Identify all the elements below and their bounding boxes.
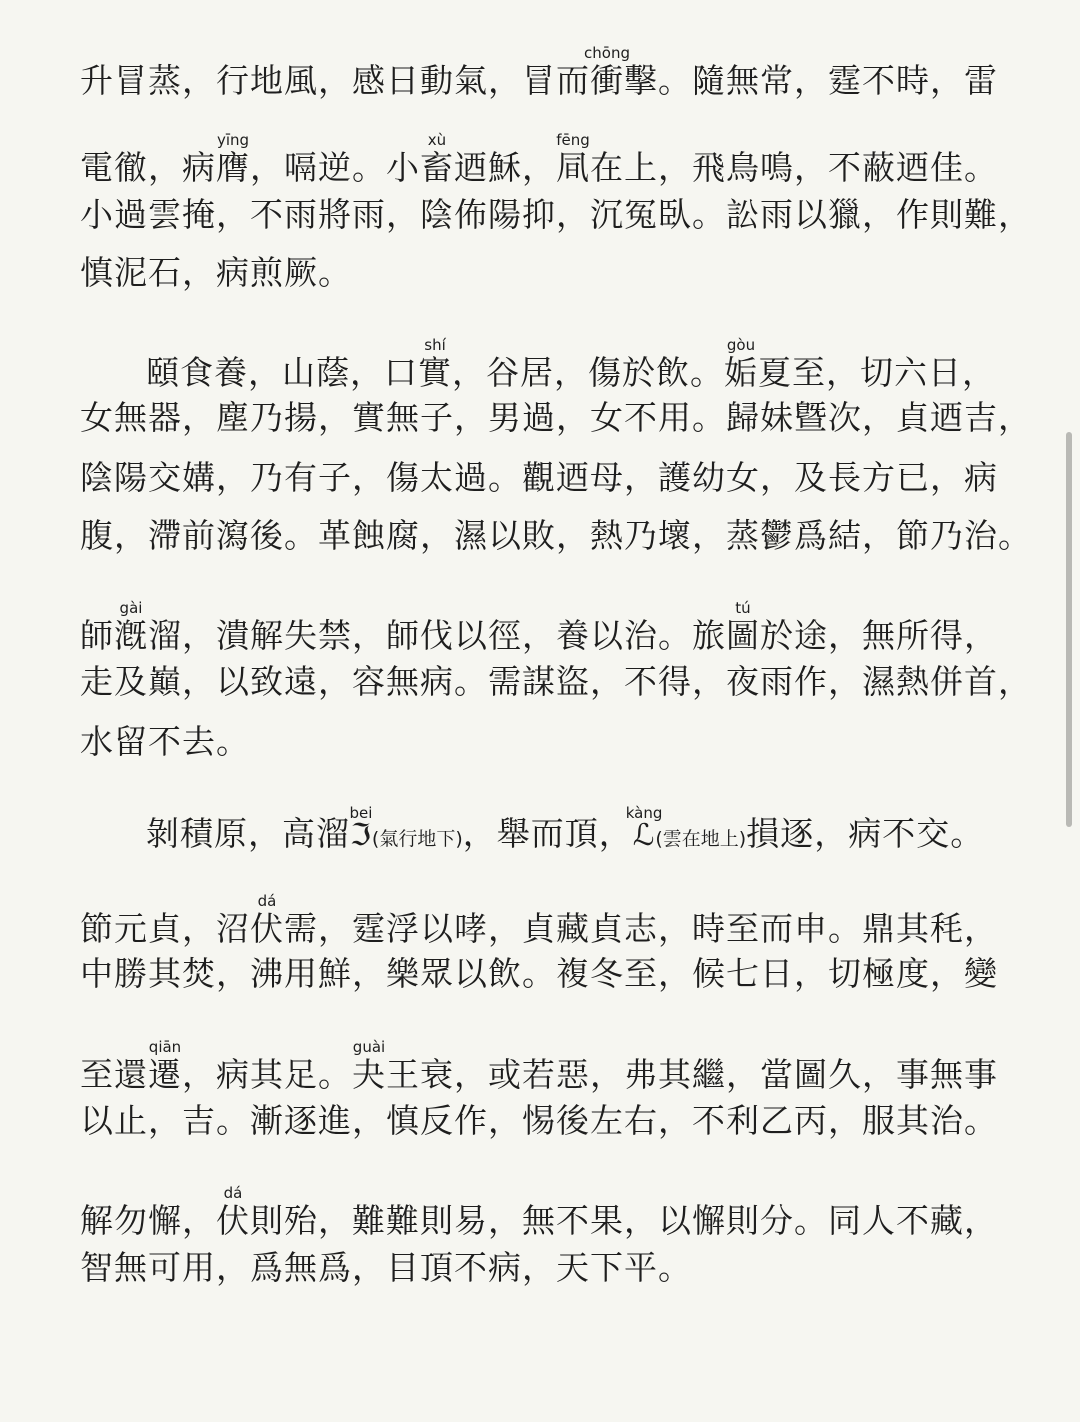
text-run: 陰陽交媾，乃有子，傷太過。觀迺母，護幼女，及長方已，病 — [80, 458, 998, 497]
annotated-character — [726, 599, 760, 655]
annotated-character — [724, 336, 758, 392]
annotated-character — [352, 1038, 386, 1094]
pinyin-annotation: dá — [250, 892, 284, 910]
text-line — [80, 722, 1020, 762]
annotated-character — [114, 599, 148, 655]
text-run: 走及巔，以致遠，容無病。需謀盜，不得，夜雨作，濕熱併首， — [80, 662, 1032, 701]
text-run: ，舉而頂， — [462, 814, 633, 853]
annotated-character — [216, 131, 250, 187]
annotated-character — [625, 804, 663, 853]
text-line — [80, 398, 1032, 438]
text-run: 王衰，或若惡，弗其繼，當圖久，事無事 — [386, 1055, 998, 1094]
text-run: 剝積原，高溜 — [146, 814, 350, 853]
annotated-character — [418, 336, 452, 392]
character: 遷 — [148, 1055, 182, 1094]
character: 凬 — [556, 148, 590, 187]
text-run: 小過雲掩，不雨將雨，陰佈陽抑，沉冤臥。訟雨以獵，作則難， — [80, 195, 1032, 234]
text-run: 頤食養，山蔭，口 — [146, 353, 418, 392]
pinyin-annotation: yīng — [216, 131, 250, 149]
text-run: 女無器，塵乃揚，實無子，男過，女不用。歸妹曁次，貞迺吉， — [80, 398, 1032, 437]
annotated-character — [250, 892, 284, 948]
pinyin-annotation: qiān — [148, 1038, 182, 1056]
text-run: 以止，吉。漸逐進，慎反作，惕後左右，不利乙丙，服其治。 — [80, 1101, 998, 1140]
text-run: ，病其足。 — [182, 1055, 352, 1094]
text-line — [146, 806, 1026, 859]
text-line — [146, 338, 1026, 393]
text-run: ，谷居，傷於飲。 — [452, 353, 724, 392]
text-run: 需，霆浮以哮，貞藏貞志，時至而申。鼎其秏， — [284, 909, 998, 948]
annotated-character — [148, 1038, 182, 1094]
text-run: 損逐，病不交。 — [746, 814, 985, 853]
text-line — [80, 133, 1020, 188]
text-line — [80, 894, 1020, 949]
pinyin-annotation: gài — [114, 599, 148, 617]
pinyin-annotation: kàng — [625, 804, 663, 822]
inline-note: (雲在地上) — [655, 828, 747, 850]
text-run: 至還 — [80, 1055, 148, 1094]
character: 伏 — [216, 1201, 250, 1240]
character: 衝 — [584, 61, 630, 100]
text-line — [80, 46, 1020, 101]
text-line — [80, 458, 1020, 498]
text-run: ，嗝逆。小 — [250, 148, 420, 187]
pinyin-annotation: bei — [349, 804, 373, 822]
text-run: 解勿懈， — [80, 1201, 216, 1240]
pinyin-annotation: chōng — [584, 44, 630, 62]
annotated-character — [584, 44, 630, 100]
symbol-glyph: ℒ — [625, 818, 663, 853]
annotated-character — [216, 1184, 250, 1240]
character: 姤 — [724, 353, 758, 392]
pinyin-annotation: dá — [216, 1184, 250, 1202]
text-run: 水留不去。 — [80, 722, 250, 761]
pinyin-annotation: gòu — [724, 336, 758, 354]
scrollbar-thumb[interactable] — [1066, 432, 1072, 827]
text-run: 升冒蒸，行地風，感日動氣，冒而 — [80, 61, 590, 100]
text-run: 慎泥石，病煎厥。 — [80, 253, 352, 292]
pinyin-annotation: shí — [418, 336, 452, 354]
text-run: 師 — [80, 616, 114, 655]
text-run: 節元貞，沼 — [80, 909, 250, 948]
character: 夬 — [352, 1055, 386, 1094]
symbol-glyph: ℑ — [349, 818, 373, 853]
text-line — [80, 954, 1020, 994]
text-line — [80, 601, 1020, 656]
text-line — [80, 195, 1032, 235]
text-run: 溜，潰解失禁，師伐以徑，養以治。旅 — [148, 616, 726, 655]
text-line — [80, 1248, 1020, 1288]
text-line — [80, 1040, 1020, 1095]
text-run: 智無可用，爲無爲，目頂不病，天下平。 — [80, 1248, 692, 1287]
text-line — [80, 516, 1032, 556]
text-line — [80, 662, 1032, 702]
pinyin-annotation: guài — [352, 1038, 386, 1056]
pinyin-annotation: fēng — [556, 131, 590, 149]
text-line — [80, 1186, 1020, 1241]
character: 漑 — [114, 616, 148, 655]
text-run: 電徹，病 — [80, 148, 216, 187]
text-run: 擊。隨無常，霆不時，雷 — [624, 61, 998, 100]
character: 圖 — [726, 616, 760, 655]
text-run: 腹，滯前瀉後。革蝕腐，濕以敗，熱乃壞，蒸鬱爲結，節乃治。 — [80, 516, 1032, 555]
character: 伏 — [250, 909, 284, 948]
text-run: 則殆，難難則易，無不果，以懈則分。同人不藏， — [250, 1201, 998, 1240]
pinyin-annotation: xù — [420, 131, 454, 149]
character: 膺 — [216, 148, 250, 187]
text-run: 在上，飛鳥鳴，不蔽迺佳。 — [590, 148, 998, 187]
text-run: 中勝其焚，沸用鮮，樂眾以飲。複冬至，候七日，切極度，變 — [80, 954, 998, 993]
text-run: 夏至，切六日， — [758, 353, 996, 392]
annotated-character — [349, 804, 373, 853]
inline-note: (氣行地下) — [371, 828, 463, 850]
text-run: 於途，無所得， — [760, 616, 998, 655]
annotated-character — [556, 131, 590, 187]
character: 實 — [418, 353, 452, 392]
annotated-character — [420, 131, 454, 187]
pinyin-annotation: tú — [726, 599, 760, 617]
text-line — [80, 253, 1020, 293]
character: 畜 — [420, 148, 454, 187]
text-line — [80, 1101, 1020, 1141]
text-run: 迺穌， — [454, 148, 556, 187]
